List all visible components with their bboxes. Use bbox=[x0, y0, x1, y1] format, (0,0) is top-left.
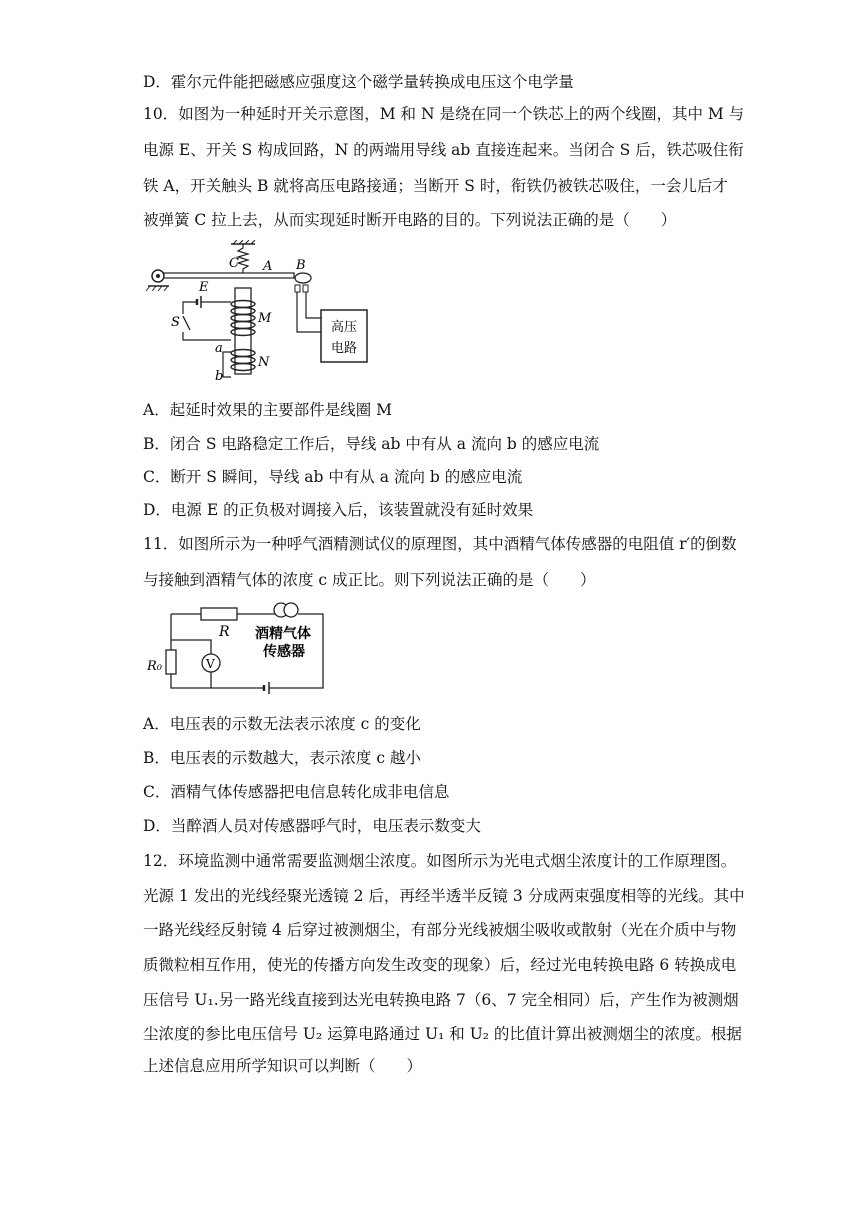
sensor-label-2: 传感器 bbox=[263, 644, 305, 660]
label-e: E bbox=[199, 280, 209, 295]
spring-c bbox=[238, 244, 248, 274]
q11-option-d: D．当醉酒人员对传感器呼气时，电压表示数变大 bbox=[143, 817, 481, 835]
wire-ab bbox=[223, 352, 231, 377]
q10-stem-line-1: 10．如图为一种延时开关示意图，M 和 N 是绕在同一个铁芯上的两个线圈，其中 M 与 bbox=[143, 105, 745, 123]
resistor-r0 bbox=[166, 650, 176, 674]
q10-option-a: A．起延时效果的主要部件是线圈 M bbox=[143, 401, 392, 419]
breathalyzer-circuit-figure bbox=[143, 596, 333, 706]
box-label-2: 电路 bbox=[331, 341, 358, 356]
q10-stem-line-2: 电源 E、开关 S 构成回路，N 的两端用导线 ab 直接连起来。当闭合 S 后，铁芯吸住衔 bbox=[143, 141, 744, 159]
label-a: A bbox=[263, 259, 273, 274]
label-s: S bbox=[171, 315, 180, 330]
label-r: R bbox=[219, 624, 230, 640]
resistor-r bbox=[201, 608, 237, 620]
q10-option-d: D．电源 E 的正负极对调接入后，该装置就没有延时效果 bbox=[143, 501, 534, 519]
label-a-small: a bbox=[215, 341, 223, 356]
q11-option-b: B．电压表的示数越大，表示浓度 c 越小 bbox=[143, 749, 421, 767]
label-c: C bbox=[229, 256, 239, 271]
q12-stem-line-1: 12．环境监测中通常需要监测烟尘浓度。如图所示为光电式烟尘浓度计的工作原理图。 bbox=[143, 852, 737, 870]
delay-switch-figure bbox=[143, 240, 373, 385]
q12-stem-line-2: 光源 1 发出的光线经聚光透镜 2 后，再经半透半反镜 3 分成两束强度相等的光线。其中 bbox=[143, 887, 745, 905]
q11-option-c: C．酒精气体传感器把电信息转化成非电信息 bbox=[143, 783, 450, 801]
q12-stem-line-5: 压信号 U₁.另一路光线直接到达光电转换电路 7（6、7 完全相同）后，产生作为被测烟 bbox=[143, 991, 739, 1009]
q10-stem-line-4: 被弹簧 C 拉上去，从而实现延时断开电路的目的。下列说法正确的是（ ） bbox=[143, 211, 677, 229]
voltmeter-label: V bbox=[206, 657, 215, 671]
label-m: M bbox=[258, 311, 272, 326]
q10-option-c: C．断开 S 瞬间，导线 ab 中有从 a 流向 b 的感应电流 bbox=[143, 468, 523, 486]
contact-b bbox=[295, 273, 311, 283]
sensor-label-1: 酒精气体 bbox=[255, 626, 311, 642]
q11-option-a: A．电压表的示数无法表示浓度 c 的变化 bbox=[143, 715, 421, 733]
q9-option-d: D．霍尔元件能把磁感应强度这个磁学量转换成电压这个电学量 bbox=[143, 73, 574, 91]
box-label-1: 高压 bbox=[331, 320, 358, 335]
q10-option-b: B．闭合 S 电路稳定工作后，导线 ab 中有从 a 流向 b 的感应电流 bbox=[143, 435, 600, 453]
q12-stem-line-4: 质微粒相互作用，使光的传播方向发生改变的现象）后，经过光电转换电路 6 转换成电 bbox=[143, 956, 737, 974]
q12-stem-line-7: 上述信息应用所学知识可以判断（ ） bbox=[143, 1057, 423, 1075]
switch-s bbox=[183, 316, 190, 330]
label-n: N bbox=[258, 355, 270, 370]
armature-a bbox=[164, 273, 294, 278]
q11-stem-line-2: 与接触到酒精气体的浓度 c 成正比。则下列说法正确的是（ ） bbox=[143, 571, 596, 589]
q12-stem-line-3: 一路光线经反射镜 4 后穿过被测烟尘，有部分光线被烟尘吸收或散射（光在介质中与物 bbox=[143, 921, 737, 939]
q12-stem-line-6: 尘浓度的参比电压信号 U₂ 运算电路通过 U₁ 和 U₂ 的比值计算出被测烟尘的浓度。根据 bbox=[143, 1025, 742, 1043]
q10-stem-line-3: 铁 A，开关触头 B 就将高压电路接通；当断开 S 时，衔铁仍被铁芯吸住，一会儿后才 bbox=[143, 177, 728, 195]
label-b-small: b bbox=[215, 369, 224, 384]
q11-stem-line-1: 11．如图所示为一种呼气酒精测试仪的原理图，其中酒精气体传感器的电阻值 r′的倒数 bbox=[143, 535, 737, 553]
label-b: B bbox=[296, 258, 306, 273]
label-r0: R₀ bbox=[147, 659, 162, 674]
